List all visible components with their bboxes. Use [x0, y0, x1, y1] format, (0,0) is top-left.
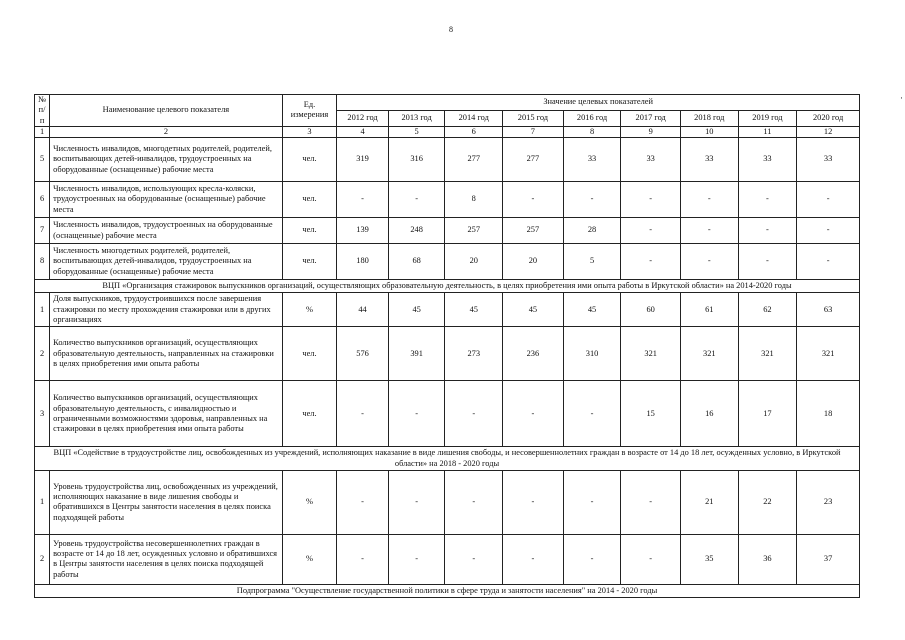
header-year: 2014 год	[445, 110, 503, 126]
column-index: 12	[797, 126, 860, 137]
unit-cell: %	[282, 293, 337, 327]
value-cell: -	[797, 244, 860, 280]
value-cell: 248	[388, 218, 445, 244]
header-year: 2020 год	[797, 110, 860, 126]
value-cell: 33	[680, 138, 738, 182]
table-row	[35, 534, 860, 584]
value-cell: 33	[797, 138, 860, 182]
value-cell: 310	[563, 327, 621, 381]
row-number: 8	[35, 244, 50, 280]
value-cell: -	[797, 182, 860, 218]
value-cell: -	[680, 244, 738, 280]
value-cell: 180	[337, 244, 389, 280]
value-cell: -	[563, 534, 621, 584]
value-cell: 18	[797, 381, 860, 447]
value-cell: -	[388, 381, 445, 447]
header-year: 2016 год	[563, 110, 621, 126]
value-cell: 23	[797, 470, 860, 534]
header-year: 2015 год	[503, 110, 564, 126]
value-cell: 321	[738, 327, 797, 381]
value-cell: -	[388, 470, 445, 534]
value-cell: -	[503, 534, 564, 584]
unit-cell: чел.	[282, 182, 337, 218]
value-cell: -	[621, 244, 681, 280]
value-cell: 36	[738, 534, 797, 584]
value-cell: 5	[563, 244, 621, 280]
target-indicators-table	[34, 94, 860, 598]
value-cell: -	[797, 218, 860, 244]
header-unit: Ед. измерения	[282, 95, 337, 127]
table-row	[35, 381, 860, 447]
value-cell: -	[337, 534, 389, 584]
column-index: 1	[35, 126, 50, 137]
value-cell: -	[503, 381, 564, 447]
value-cell: -	[337, 182, 389, 218]
column-index: 3	[282, 126, 337, 137]
column-index: 2	[50, 126, 283, 137]
section-row	[35, 280, 860, 293]
value-cell: 277	[445, 138, 503, 182]
header-values: Значение целевых показателей	[337, 95, 860, 111]
value-cell: 63	[797, 293, 860, 327]
header-year: 2013 год	[388, 110, 445, 126]
indicator-name: Уровень трудоустройства лиц, освобожденных из учреждений, исполняющих наказание в виде лишения свободы и обратившихся в Центры занятости населения в целях поиска подходящей работы	[50, 470, 283, 534]
value-cell: 8	[445, 182, 503, 218]
table-row	[35, 218, 860, 244]
row-number: 1	[35, 293, 50, 327]
value-cell: -	[563, 381, 621, 447]
value-cell: 15	[621, 381, 681, 447]
table-row	[35, 470, 860, 534]
value-cell: 321	[797, 327, 860, 381]
value-cell: 37	[797, 534, 860, 584]
header-index-row	[35, 126, 860, 137]
value-cell: 33	[563, 138, 621, 182]
unit-cell: %	[282, 470, 337, 534]
value-cell: -	[388, 534, 445, 584]
subprogram-row	[35, 584, 860, 597]
value-cell: 35	[680, 534, 738, 584]
value-cell: 21	[680, 470, 738, 534]
value-cell: 28	[563, 218, 621, 244]
unit-cell: чел.	[282, 244, 337, 280]
unit-cell: чел.	[282, 138, 337, 182]
indicator-name: Численность инвалидов, многодетных родителей, родителей, воспитывающих детей-инвалидов, трудоустроенных на оборудованные (оснащенные) рабочие места	[50, 138, 283, 182]
value-cell: -	[738, 244, 797, 280]
value-cell: -	[503, 182, 564, 218]
value-cell: 257	[445, 218, 503, 244]
value-cell: -	[337, 470, 389, 534]
indicator-name: Количество выпускников организаций, осуществляющих образовательную деятельность, с инвалидностью и ограниченными возможностями здоровья, направленных на стажировки в целях приобретения ими опыта работы	[50, 381, 283, 447]
indicator-name: Количество выпускников организаций, осуществляющих образовательную деятельность, направленных на стажировки в целях приобретения ими опыта работы	[50, 327, 283, 381]
value-cell: -	[680, 182, 738, 218]
unit-cell: %	[282, 534, 337, 584]
value-cell: -	[445, 470, 503, 534]
value-cell: 33	[621, 138, 681, 182]
header-num: № п/п	[35, 95, 50, 127]
value-cell: -	[621, 218, 681, 244]
indicator-name: Численность инвалидов, использующих кресла-коляски, трудоустроенных на оборудованные (оснащенные) рабочие места	[50, 182, 283, 218]
value-cell: 576	[337, 327, 389, 381]
subprogram-title: Подпрограмма "Осуществление государственной политики в сфере труда и занятости населения" на 2014 - 2020 годы	[35, 584, 860, 597]
value-cell: 321	[621, 327, 681, 381]
page-number: 8	[449, 25, 453, 34]
value-cell: -	[563, 182, 621, 218]
margin-mark: ·	[900, 93, 903, 103]
value-cell: 20	[503, 244, 564, 280]
value-cell: 45	[445, 293, 503, 327]
unit-cell: чел.	[282, 327, 337, 381]
value-cell: -	[563, 470, 621, 534]
header-name: Наименование целевого показателя	[50, 95, 283, 127]
row-number: 6	[35, 182, 50, 218]
header-year: 2019 год	[738, 110, 797, 126]
indicator-name: Уровень трудоустройства несовершеннолетних граждан в возрасте от 14 до 18 лет, осужденных условно и обратившихся в Центры занятости населения в целях поиска подходящей работы	[50, 534, 283, 584]
row-number: 2	[35, 534, 50, 584]
column-index: 5	[388, 126, 445, 137]
value-cell: 60	[621, 293, 681, 327]
value-cell: 44	[337, 293, 389, 327]
value-cell: 319	[337, 138, 389, 182]
value-cell: -	[738, 218, 797, 244]
value-cell: 236	[503, 327, 564, 381]
row-number: 3	[35, 381, 50, 447]
value-cell: -	[680, 218, 738, 244]
table-row	[35, 182, 860, 218]
table-row	[35, 327, 860, 381]
column-index: 11	[738, 126, 797, 137]
value-cell: -	[503, 470, 564, 534]
value-cell: 257	[503, 218, 564, 244]
value-cell: 61	[680, 293, 738, 327]
row-number: 2	[35, 327, 50, 381]
section-row	[35, 447, 860, 471]
column-index: 9	[621, 126, 681, 137]
header-row-top	[35, 95, 860, 111]
value-cell: 20	[445, 244, 503, 280]
value-cell: -	[621, 534, 681, 584]
column-index: 10	[680, 126, 738, 137]
table-body	[35, 138, 860, 598]
value-cell: 17	[738, 381, 797, 447]
value-cell: 45	[563, 293, 621, 327]
value-cell: -	[388, 182, 445, 218]
indicator-name: Численность многодетных родителей, родителей, воспитывающих детей-инвалидов, трудоустроенных на оборудованные (оснащенные) рабочие места	[50, 244, 283, 280]
value-cell: 33	[738, 138, 797, 182]
value-cell: 22	[738, 470, 797, 534]
table-row	[35, 244, 860, 280]
row-number: 1	[35, 470, 50, 534]
row-number: 7	[35, 218, 50, 244]
value-cell: 68	[388, 244, 445, 280]
value-cell: 277	[503, 138, 564, 182]
value-cell: 316	[388, 138, 445, 182]
column-index: 8	[563, 126, 621, 137]
indicator-name: Численность инвалидов, трудоустроенных на оборудованные (оснащенные) рабочие места	[50, 218, 283, 244]
section-title: ВЦП «Организация стажировок выпускников организаций, осуществляющих образовательную деятельность, в целях приобретения ими опыта работы в Иркутской области» на 2014-2020 годы	[35, 280, 860, 293]
value-cell: 45	[503, 293, 564, 327]
column-index: 4	[337, 126, 389, 137]
column-index: 6	[445, 126, 503, 137]
table-row	[35, 293, 860, 327]
value-cell: 45	[388, 293, 445, 327]
indicator-name: Доля выпускников, трудоустроившихся после завершения стажировки по месту прохождения стажировки или в других организациях	[50, 293, 283, 327]
value-cell: 16	[680, 381, 738, 447]
unit-cell: чел.	[282, 218, 337, 244]
header-year: 2017 год	[621, 110, 681, 126]
header-year: 2012 год	[337, 110, 389, 126]
value-cell: 321	[680, 327, 738, 381]
value-cell: -	[738, 182, 797, 218]
section-title: ВЦП «Содействие в трудоустройстве лиц, освобожденных из учреждений, исполняющих наказание в виде лишения свободы, и несовершеннолетних граждан в возрасте от 14 до 18 лет, осужденных условно, в Иркутской области» на 2018 - 2020 годы	[35, 447, 860, 471]
value-cell: -	[445, 534, 503, 584]
value-cell: 139	[337, 218, 389, 244]
value-cell: 391	[388, 327, 445, 381]
value-cell: -	[621, 470, 681, 534]
column-index: 7	[503, 126, 564, 137]
unit-cell: чел.	[282, 381, 337, 447]
value-cell: -	[337, 381, 389, 447]
value-cell: -	[621, 182, 681, 218]
value-cell: 273	[445, 327, 503, 381]
value-cell: -	[445, 381, 503, 447]
value-cell: 62	[738, 293, 797, 327]
row-number: 5	[35, 138, 50, 182]
header-year: 2018 год	[680, 110, 738, 126]
table-row	[35, 138, 860, 182]
